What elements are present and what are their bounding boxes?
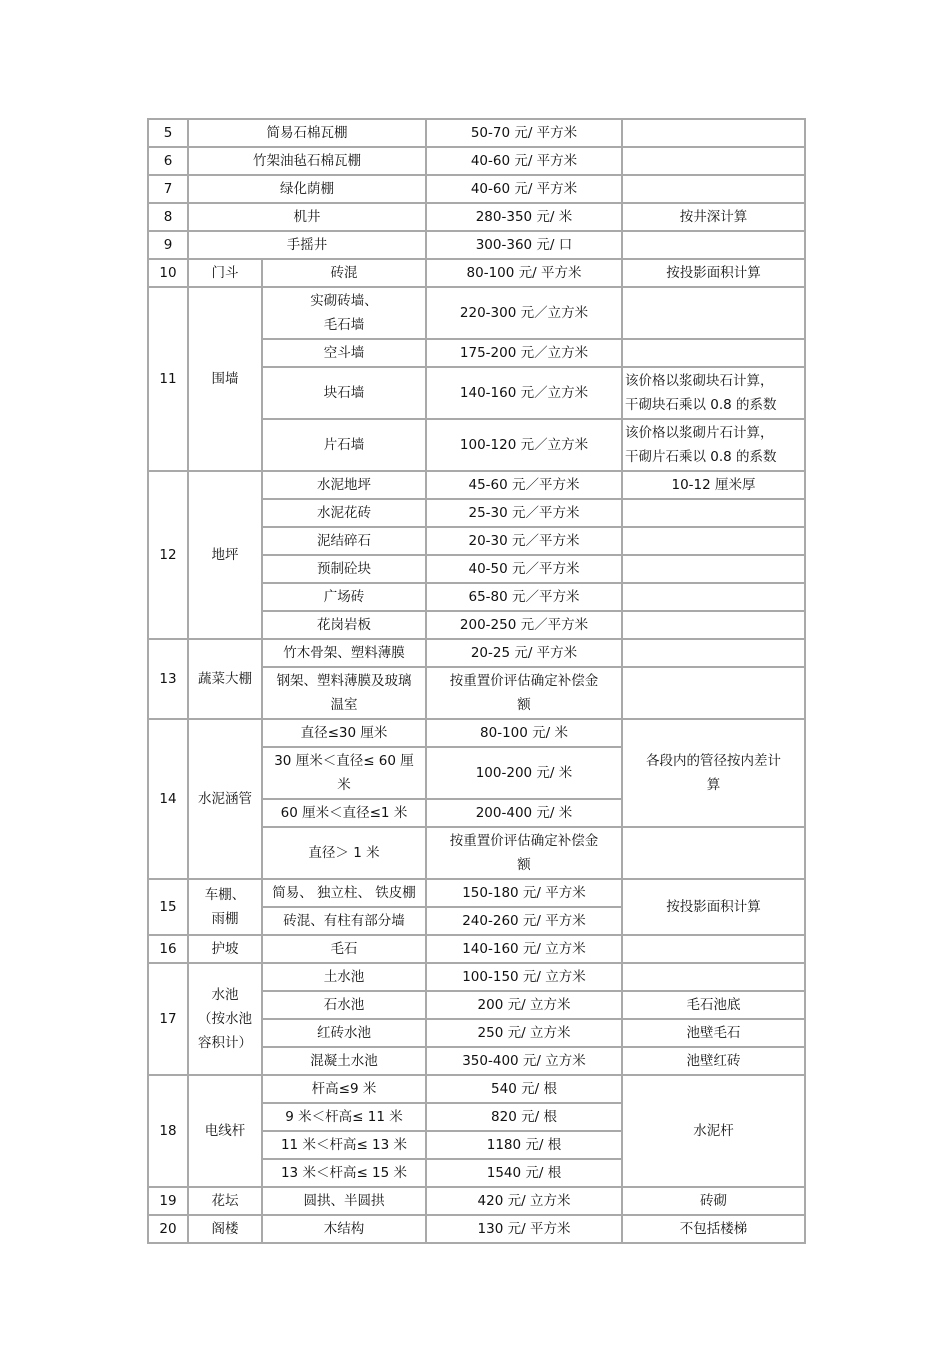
row-number: 17 <box>148 963 188 1075</box>
note: 该价格以浆砌块石计算， 干砌块石乘以 0.8 的系数 <box>622 367 805 419</box>
note <box>622 231 805 259</box>
table-row <box>148 147 805 175</box>
note <box>622 667 805 719</box>
price: 420 元/ 立方米 <box>426 1187 622 1215</box>
item-name: 花岗岩板 <box>262 611 426 639</box>
table-row <box>148 119 805 147</box>
item-name: 60 厘米＜直径≤1 米 <box>262 799 426 827</box>
price: 175-200 元／立方米 <box>426 339 622 367</box>
note: 池壁红砖 <box>622 1047 805 1075</box>
note <box>622 119 805 147</box>
table-row <box>148 879 805 907</box>
price: 200-400 元/ 米 <box>426 799 622 827</box>
item-name: 红砖水池 <box>262 1019 426 1047</box>
row-number: 12 <box>148 471 188 639</box>
category: 水池 （按水池 容积计） <box>188 963 262 1075</box>
row-number: 8 <box>148 203 188 231</box>
price: 130 元/ 平方米 <box>426 1215 622 1243</box>
table-row <box>148 259 805 287</box>
price: 150-180 元/ 平方米 <box>426 879 622 907</box>
item-name: 绿化荫棚 <box>188 175 426 203</box>
item-name: 简易石棉瓦棚 <box>188 119 426 147</box>
price: 40-50 元／平方米 <box>426 555 622 583</box>
table-row <box>148 963 805 991</box>
table-row <box>148 471 805 499</box>
row-number: 15 <box>148 879 188 935</box>
price: 250 元/ 立方米 <box>426 1019 622 1047</box>
price: 100-150 元/ 立方米 <box>426 963 622 991</box>
note: 按井深计算 <box>622 203 805 231</box>
row-number: 19 <box>148 1187 188 1215</box>
price: 40-60 元/ 平方米 <box>426 147 622 175</box>
table-row <box>148 1187 805 1215</box>
table-row <box>148 639 805 667</box>
item-name: 9 米＜杆高≤ 11 米 <box>262 1103 426 1131</box>
note: 按投影面积计算 <box>622 879 805 935</box>
item-name: 杆高≤9 米 <box>262 1075 426 1103</box>
category: 车棚、 雨棚 <box>188 879 262 935</box>
item-name: 水泥地坪 <box>262 471 426 499</box>
table-row <box>148 203 805 231</box>
note <box>622 827 805 879</box>
price: 20-30 元／平方米 <box>426 527 622 555</box>
price: 80-100 元/ 米 <box>426 719 622 747</box>
row-number: 11 <box>148 287 188 471</box>
row-number: 10 <box>148 259 188 287</box>
row-number: 5 <box>148 119 188 147</box>
price: 65-80 元／平方米 <box>426 583 622 611</box>
item-name: 毛石 <box>262 935 426 963</box>
note <box>622 527 805 555</box>
note: 池壁毛石 <box>622 1019 805 1047</box>
price: 50-70 元/ 平方米 <box>426 119 622 147</box>
price: 1180 元/ 根 <box>426 1131 622 1159</box>
table-row <box>148 175 805 203</box>
note <box>622 611 805 639</box>
item-name: 圆拱、半圆拱 <box>262 1187 426 1215</box>
price: 按重置价评估确定补偿金 额 <box>426 827 622 879</box>
table-row <box>148 935 805 963</box>
price: 140-160 元/ 立方米 <box>426 935 622 963</box>
note: 各段内的管径按内差计 算 <box>622 719 805 827</box>
item-name: 直径＞ 1 米 <box>262 827 426 879</box>
item-name: 石水池 <box>262 991 426 1019</box>
price: 100-200 元/ 米 <box>426 747 622 799</box>
category: 蔬菜大棚 <box>188 639 262 719</box>
item-name: 混凝土水池 <box>262 1047 426 1075</box>
price: 350-400 元/ 立方米 <box>426 1047 622 1075</box>
item-name: 13 米＜杆高≤ 15 米 <box>262 1159 426 1187</box>
item-name: 砖混、有柱有部分墙 <box>262 907 426 935</box>
note <box>622 935 805 963</box>
price: 820 元/ 根 <box>426 1103 622 1131</box>
price: 40-60 元/ 平方米 <box>426 175 622 203</box>
item-name: 砖混 <box>262 259 426 287</box>
category: 水泥涵管 <box>188 719 262 879</box>
row-number: 14 <box>148 719 188 879</box>
item-name: 钢架、塑料薄膜及玻璃 温室 <box>262 667 426 719</box>
item-name: 块石墙 <box>262 367 426 419</box>
category: 地坪 <box>188 471 262 639</box>
price: 300-360 元/ 口 <box>426 231 622 259</box>
table-row <box>148 719 805 747</box>
note <box>622 583 805 611</box>
note <box>622 555 805 583</box>
item-name: 空斗墙 <box>262 339 426 367</box>
row-number: 7 <box>148 175 188 203</box>
row-number: 9 <box>148 231 188 259</box>
price: 25-30 元／平方米 <box>426 499 622 527</box>
item-name: 11 米＜杆高≤ 13 米 <box>262 1131 426 1159</box>
item-name: 竹木骨架、塑料薄膜 <box>262 639 426 667</box>
row-number: 20 <box>148 1215 188 1243</box>
price: 280-350 元/ 米 <box>426 203 622 231</box>
category: 电线杆 <box>188 1075 262 1187</box>
row-number: 18 <box>148 1075 188 1187</box>
item-name: 竹架油毡石棉瓦棚 <box>188 147 426 175</box>
item-name: 预制砼块 <box>262 555 426 583</box>
item-name: 木结构 <box>262 1215 426 1243</box>
item-name: 水泥花砖 <box>262 499 426 527</box>
row-number: 16 <box>148 935 188 963</box>
price: 按重置价评估确定补偿金 额 <box>426 667 622 719</box>
item-name: 手摇井 <box>188 231 426 259</box>
item-name: 实砌砖墙、 毛石墙 <box>262 287 426 339</box>
table-row <box>148 231 805 259</box>
price: 540 元/ 根 <box>426 1075 622 1103</box>
note <box>622 639 805 667</box>
item-name: 机井 <box>188 203 426 231</box>
price: 140-160 元／立方米 <box>426 367 622 419</box>
compensation-price-table <box>147 118 806 1244</box>
note <box>622 287 805 339</box>
note <box>622 175 805 203</box>
table-row <box>148 1215 805 1243</box>
note: 砖砌 <box>622 1187 805 1215</box>
row-number: 6 <box>148 147 188 175</box>
price: 80-100 元/ 平方米 <box>426 259 622 287</box>
note: 不包括楼梯 <box>622 1215 805 1243</box>
category: 阁楼 <box>188 1215 262 1243</box>
row-number: 13 <box>148 639 188 719</box>
price: 220-300 元／立方米 <box>426 287 622 339</box>
note: 该价格以浆砌片石计算， 干砌片石乘以 0.8 的系数 <box>622 419 805 471</box>
price: 240-260 元/ 平方米 <box>426 907 622 935</box>
category: 护坡 <box>188 935 262 963</box>
price: 100-120 元／立方米 <box>426 419 622 471</box>
note <box>622 499 805 527</box>
note: 按投影面积计算 <box>622 259 805 287</box>
item-name: 泥结碎石 <box>262 527 426 555</box>
note: 10-12 厘米厚 <box>622 471 805 499</box>
price: 45-60 元／平方米 <box>426 471 622 499</box>
table-row <box>148 1075 805 1103</box>
item-name: 土水池 <box>262 963 426 991</box>
item-name: 简易、 独立柱、 铁皮棚 <box>262 879 426 907</box>
note <box>622 339 805 367</box>
item-name: 片石墙 <box>262 419 426 471</box>
item-name: 广场砖 <box>262 583 426 611</box>
category: 围墙 <box>188 287 262 471</box>
category: 花坛 <box>188 1187 262 1215</box>
price: 200 元/ 立方米 <box>426 991 622 1019</box>
price: 20-25 元/ 平方米 <box>426 639 622 667</box>
note <box>622 963 805 991</box>
item-name: 30 厘米＜直径≤ 60 厘 米 <box>262 747 426 799</box>
note: 毛石池底 <box>622 991 805 1019</box>
note <box>622 147 805 175</box>
price: 200-250 元／平方米 <box>426 611 622 639</box>
table-row <box>148 287 805 339</box>
category: 门斗 <box>188 259 262 287</box>
note: 水泥杆 <box>622 1075 805 1187</box>
price: 1540 元/ 根 <box>426 1159 622 1187</box>
item-name: 直径≤30 厘米 <box>262 719 426 747</box>
